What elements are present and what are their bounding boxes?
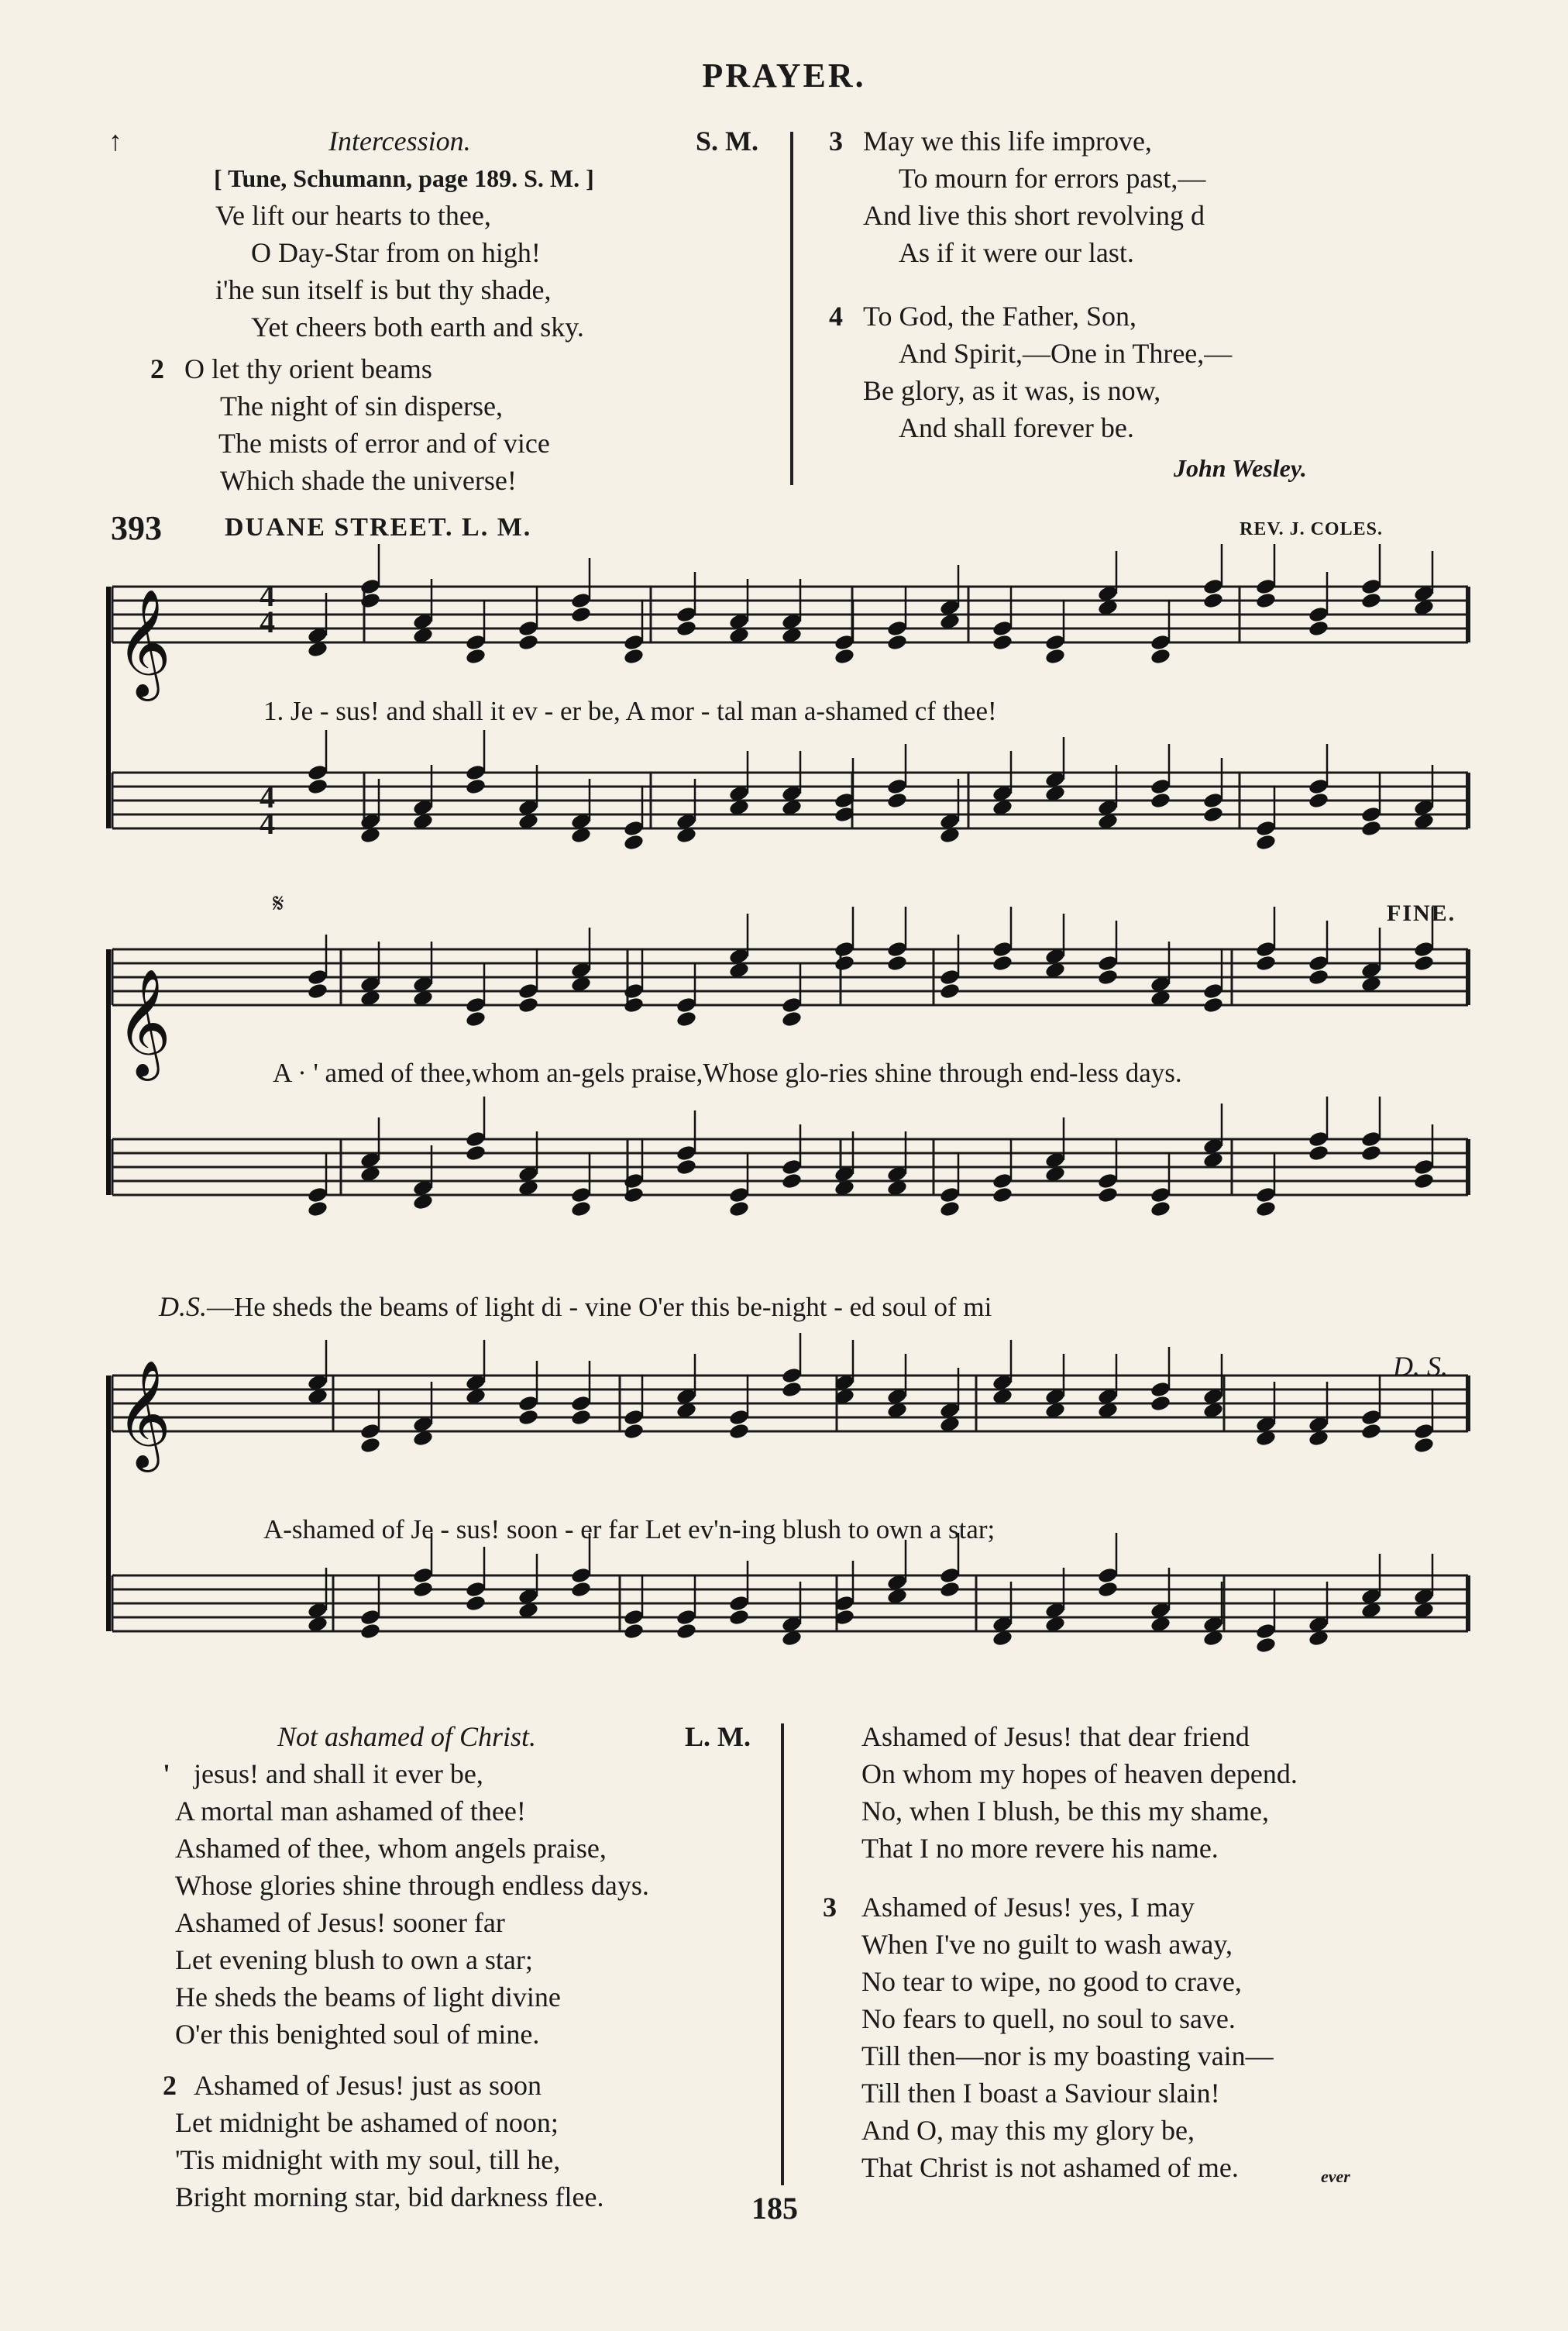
note-head — [359, 591, 381, 609]
treble-clef-icon: 𝄞 — [116, 1360, 171, 1468]
time-signature-bottom: 4 — [260, 604, 275, 639]
note-head — [1202, 591, 1224, 609]
stanza-line: And Spirit,—One in Three,— — [899, 338, 1233, 369]
note-head — [1308, 791, 1329, 809]
stanza-line: No, when I blush, be this my shame, — [861, 1796, 1269, 1827]
note-head — [570, 1200, 592, 1217]
stanza-line: And live this short revolving d — [863, 200, 1205, 231]
time-signature-bass — [260, 780, 275, 841]
note-head — [992, 954, 1013, 972]
note-head — [570, 1580, 592, 1598]
note-head — [1044, 647, 1066, 665]
stanza-line: On whom my hopes of heaven depend. — [861, 1758, 1298, 1789]
hymn-author: John Wesley. — [1174, 454, 1307, 482]
stanza-line: Let evening blush to own a star; — [175, 1944, 533, 1975]
stanza-number: 2 — [150, 353, 164, 384]
stanza-line: Whose glories shine through endless days. — [175, 1870, 649, 1901]
note-head — [1413, 954, 1435, 972]
note-head — [623, 996, 645, 1014]
note-head — [1097, 1580, 1119, 1598]
stanza-line: The mists of error and of vice — [218, 428, 550, 459]
tune-name: DUANE STREET. L. M. — [225, 513, 532, 542]
time-signature-top: 4 — [260, 578, 275, 613]
tune-composer: REV. J. COLES. — [1240, 519, 1383, 539]
note-head — [570, 1408, 592, 1426]
stanza-line: Be glory, as it was, is now, — [863, 375, 1161, 406]
note-head — [1255, 591, 1277, 609]
bottom-left-hymn — [163, 1718, 782, 2216]
note-head — [676, 1622, 697, 1640]
stanza-line: Let midnight be ashamed of noon; — [175, 2107, 559, 2138]
lyric-line-2: A · ' amed of thee,whom an-gels praise,Whose glo-ries shine through end-less days. — [273, 1058, 1182, 1088]
note-head — [412, 1580, 434, 1598]
segno-icon: 𝄋 — [273, 890, 284, 918]
note-head — [570, 605, 592, 623]
column-divider — [781, 1723, 784, 2185]
stanza-line: 'Tis midnight with my soul, till he, — [175, 2144, 561, 2175]
note-head — [465, 647, 487, 665]
page-number: 185 — [751, 2191, 798, 2226]
note-head — [1308, 619, 1329, 637]
time-signature-bottom: 4 — [260, 806, 275, 841]
note-head — [781, 1172, 803, 1190]
stanza-line: Ve lift our hearts to thee, — [215, 200, 491, 231]
stanza-line: That I no more revere his name. — [861, 1833, 1219, 1864]
hymn-meter: L. M. — [685, 1721, 751, 1752]
hymn-marker: ↑ — [108, 126, 122, 157]
note-head — [465, 1594, 487, 1612]
stanza-line: No tear to wipe, no good to crave, — [861, 1966, 1242, 1997]
stanza-line: Ashamed of Jesus! just as soon — [194, 2070, 542, 2101]
ds-mark-end: D. S. — [1393, 1351, 1448, 1382]
note-head — [939, 1580, 961, 1598]
note-head — [676, 1158, 697, 1176]
stanza-line: Ashamed of Jesus! sooner far — [175, 1907, 505, 1938]
stanza-line: Ashamed of thee, whom angels praise, — [175, 1833, 607, 1864]
catchword: ever — [1321, 2167, 1350, 2186]
note-head — [518, 1408, 539, 1426]
stanza-line: Ashamed of Jesus! yes, I may — [861, 1892, 1195, 1923]
stanza-line: Till then I boast a Saviour slain! — [861, 2078, 1220, 2109]
note-head — [307, 777, 328, 795]
note-head — [1150, 791, 1171, 809]
lyric-line-3 — [159, 1290, 992, 1323]
note-head — [1255, 1636, 1277, 1654]
note-head — [623, 833, 645, 851]
note-head — [1360, 591, 1382, 609]
stanza-line: May we this life improve, — [863, 126, 1152, 157]
hymn-title-intercession: Intercession. — [328, 126, 471, 157]
note-head — [518, 633, 539, 651]
stanza-line: Bright morning star, bid darkness flee. — [175, 2181, 604, 2212]
note-head — [1308, 1144, 1329, 1162]
note-head — [1413, 1172, 1435, 1190]
page-header: PRAYER. — [702, 57, 866, 95]
time-signature-top: 4 — [260, 780, 275, 814]
clefs — [116, 589, 171, 1472]
hymn-title-not-ashamed: Not ashamed of Christ. — [277, 1721, 537, 1752]
stanza-line: O Day-Star from on high! — [251, 237, 541, 268]
note-head — [623, 1186, 645, 1203]
stanza-line: He sheds the beams of light divine — [175, 1982, 561, 2013]
lyric-line-4: A-shamed of Je - sus! soon - er far Let ev'n-ing blush to own a star; — [263, 1514, 995, 1544]
note-head — [1308, 968, 1329, 986]
stanza-line: No fears to quell, no soul to save. — [861, 2003, 1236, 2034]
note-head — [359, 1622, 381, 1640]
bottom-right-hymn — [823, 1718, 1520, 2186]
stanza-line: Yet cheers both earth and sky. — [251, 312, 584, 343]
stanza-line: When I've no guilt to wash away, — [861, 1929, 1233, 1960]
note-head — [359, 1436, 381, 1454]
stanza-line: Ashamed of Jesus! that dear friend — [861, 1721, 1250, 1752]
hymn-meter: S. M. — [696, 126, 758, 157]
note-head — [518, 996, 539, 1014]
note-head — [1255, 1200, 1277, 1217]
treble-clef-icon: 𝄞 — [116, 589, 171, 697]
staff-lines — [108, 587, 1468, 1631]
note-head — [1150, 1394, 1171, 1412]
note-head — [1360, 819, 1382, 837]
note-head — [676, 1010, 697, 1028]
note-head — [886, 954, 908, 972]
ds-label: D.S. — [159, 1291, 207, 1322]
note-head — [623, 1622, 645, 1640]
note-head — [1097, 968, 1119, 986]
stanza-line: And O, may this my glory be, — [861, 2115, 1195, 2146]
note-head — [307, 982, 328, 1000]
lyric-line-3-text: —He sheds the beams of light di - vine O'er this be-night - ed soul of mi — [207, 1292, 992, 1322]
note-head — [465, 1144, 487, 1162]
fine-mark: FINE. — [1387, 900, 1456, 926]
note-head — [676, 619, 697, 637]
stanza-line: i'he sun itself is but thy shade, — [215, 274, 552, 305]
note-head — [886, 633, 908, 651]
note-head — [886, 791, 908, 809]
tune-reference: [ Tune, Schumann, page 189. S. M. ] — [214, 164, 594, 192]
stanza-line: O let thy orient beams — [184, 353, 432, 384]
stanza-number: 2 — [163, 2070, 177, 2101]
note-head — [939, 982, 961, 1000]
lyric-line-1: 1. Je - sus! and shall it ev - er be, A mor - tal man a-shamed cf thee! — [263, 696, 997, 726]
note-head — [1360, 1422, 1382, 1440]
note-head — [1097, 1186, 1119, 1203]
note-head — [465, 1010, 487, 1028]
stanza-number: 4 — [829, 301, 843, 332]
stanza-line: And shall forever be. — [899, 412, 1134, 443]
note-head — [1360, 1144, 1382, 1162]
note-head — [728, 1200, 750, 1217]
note-head — [939, 1200, 961, 1217]
stanza-line: To mourn for errors past,— — [899, 163, 1206, 194]
stanza-line: A mortal man ashamed of thee! — [175, 1796, 526, 1827]
note-head — [1150, 1200, 1171, 1217]
treble-clef-icon: 𝄞 — [116, 969, 171, 1076]
stanza-number: 3 — [823, 1892, 837, 1923]
note-head — [1202, 805, 1224, 823]
time-signature — [260, 578, 275, 639]
stanza-line: The night of sin disperse, — [220, 391, 503, 422]
note-head — [623, 647, 645, 665]
note-head — [1202, 996, 1224, 1014]
note-head — [781, 1010, 803, 1028]
note-head — [1413, 1436, 1435, 1454]
note-head — [623, 1422, 645, 1440]
note-head — [781, 1380, 803, 1398]
stanza-line: That Christ is not ashamed of me. — [861, 2152, 1239, 2183]
note-head — [1255, 833, 1277, 851]
stanza-line: As if it were our last. — [899, 237, 1134, 268]
stanza-line: To God, the Father, Son, — [863, 301, 1137, 332]
note-head — [992, 1186, 1013, 1203]
stanza-line: jesus! and shall it ever be, — [194, 1758, 483, 1789]
note-head — [465, 777, 487, 795]
note-head — [728, 1422, 750, 1440]
stanza-number: ' — [163, 1758, 171, 1789]
stanza-line: O'er this benighted soul of mine. — [175, 2019, 540, 2050]
stanza-line: Till then—nor is my boasting vain— — [861, 2040, 1274, 2071]
note-head — [728, 1608, 750, 1626]
stanza-line: Which shade the universe! — [220, 465, 517, 496]
stanza-number: 3 — [829, 126, 843, 157]
note-head — [1150, 647, 1171, 665]
note-head — [992, 633, 1013, 651]
note-head — [307, 1200, 328, 1217]
note-head — [1255, 954, 1277, 972]
note-head — [834, 954, 855, 972]
tune-number: 393 — [111, 509, 162, 547]
note-head — [834, 647, 855, 665]
